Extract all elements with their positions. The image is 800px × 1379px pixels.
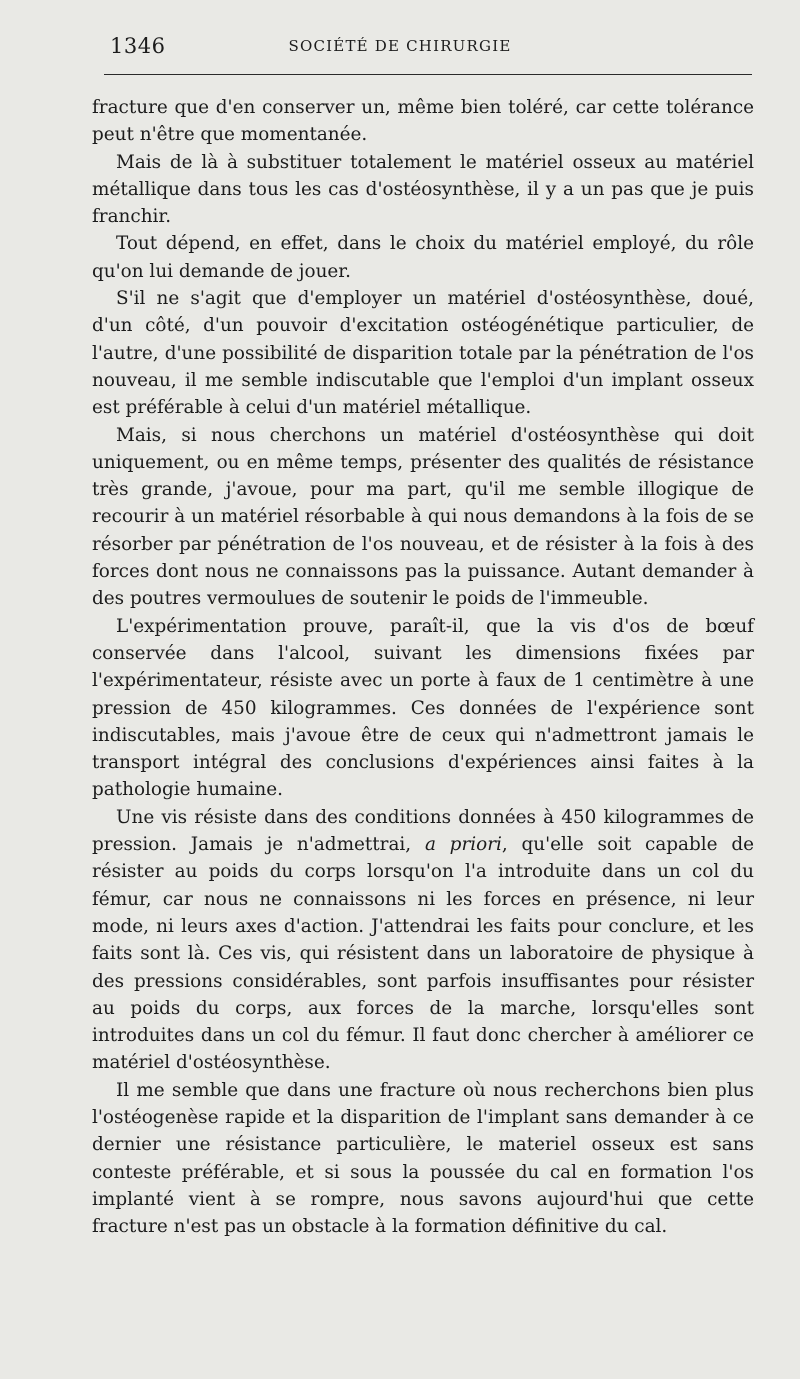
body-text — [92, 94, 754, 1240]
paragraph-3: Tout dépend, en effet, dans le choix du matériel employé, du rôle qu'on lui demande de jouer. — [92, 233, 754, 282]
paragraph-4: S'il ne s'agit que d'employer un matériel d'ostéosynthèse, doué, d'un côté, d'un pouvoir d'excitation ostéogénétique particulier, de l'autre, d'une possibilité de disparition totale par la pénétration de l'os nouveau, il me semble indiscutable que l'emploi d'un implant osseux est préférable à celui d'un matériel métallique. — [92, 288, 754, 419]
paragraph-5: Mais, si nous cherchons un matériel d'ostéosynthèse qui doit uniquement, ou en même temps, présenter des qualités de résistance très grande, j'avoue, pour ma part, qu'il me semble illogique de recourir à un matériel résorbable à qui nous demandons à la fois de se résorber par pénétration de l'os nouveau, et de résister à la fois à des forces dont nous ne connaissons pas la puissance. Autant demander à des poutres vermoulues de soutenir le poids de l'immeuble. — [92, 424, 754, 610]
paragraph-7-text-before: Une vis résiste dans des conditions données à 450 kilogrammes de pression. Jamais je n'admettrai, — [92, 806, 754, 856]
paragraph-7-text-after: , qu'elle soit capable de résister au poids du corps lorsqu'on l'a introduite dans un col du fémur, car nous ne connaissons ni les forces en présence, ni leur mode, ni leurs axes d'action. J'attendrai les faits pour conclure, et les faits sont là. Ces vis, qui résistent dans un laboratoire de physique à des pressions considérables, sont parfois insuffisantes pour résister au poids du corps, aux forces de la marche, lorsqu'elles sont introduites dans un col du fémur. Il faut donc chercher à améliorer ce matériel d'ostéosynthèse. — [92, 834, 754, 1074]
paragraph-6: L'expérimentation prouve, paraît-il, que la vis d'os de bœuf conservée dans l'alcool, suivant les dimensions fixées par l'expérimentateur, résiste avec un porte à faux de 1 centimètre à une pression de 450 kilogrammes. Ces données de l'expérience sont indiscutables, mais j'avoue être de ceux qui n'admettront jamais le transport intégral des conclusions d'expériences ainsi faites à la pathologie humaine. — [92, 615, 754, 801]
paragraph-1: fracture que d'en conserver un, même bien toléré, car cette tolérance peut n'être que momentanée. — [92, 97, 754, 146]
paragraph-7-italic-term: a priori — [424, 834, 502, 856]
page-number: 1346 — [110, 34, 166, 58]
header-rule — [104, 74, 752, 75]
paragraph-2: Mais de là à substituer totalement le matériel osseux au matériel métallique dans tous les cas d'ostéosynthèse, il y a un pas que je puis franchir. — [92, 151, 754, 228]
paragraph-7 — [92, 804, 754, 1077]
journal-title: SOCIÉTÉ DE CHIRURGIE — [288, 37, 512, 55]
paragraph-8: Il me semble que dans une fracture où nous recherchons bien plus l'ostéogenèse rapide et la disparition de l'implant sans demander à ce dernier une résistance particulière, le materiel osseux est sans conteste préférable, et si sous la poussée du cal en formation l'os implanté vient à se rompre, nous savons aujourd'hui que cette fracture n'est pas un obstacle à la formation définitive du cal. — [92, 1079, 754, 1238]
running-head — [0, 34, 800, 60]
